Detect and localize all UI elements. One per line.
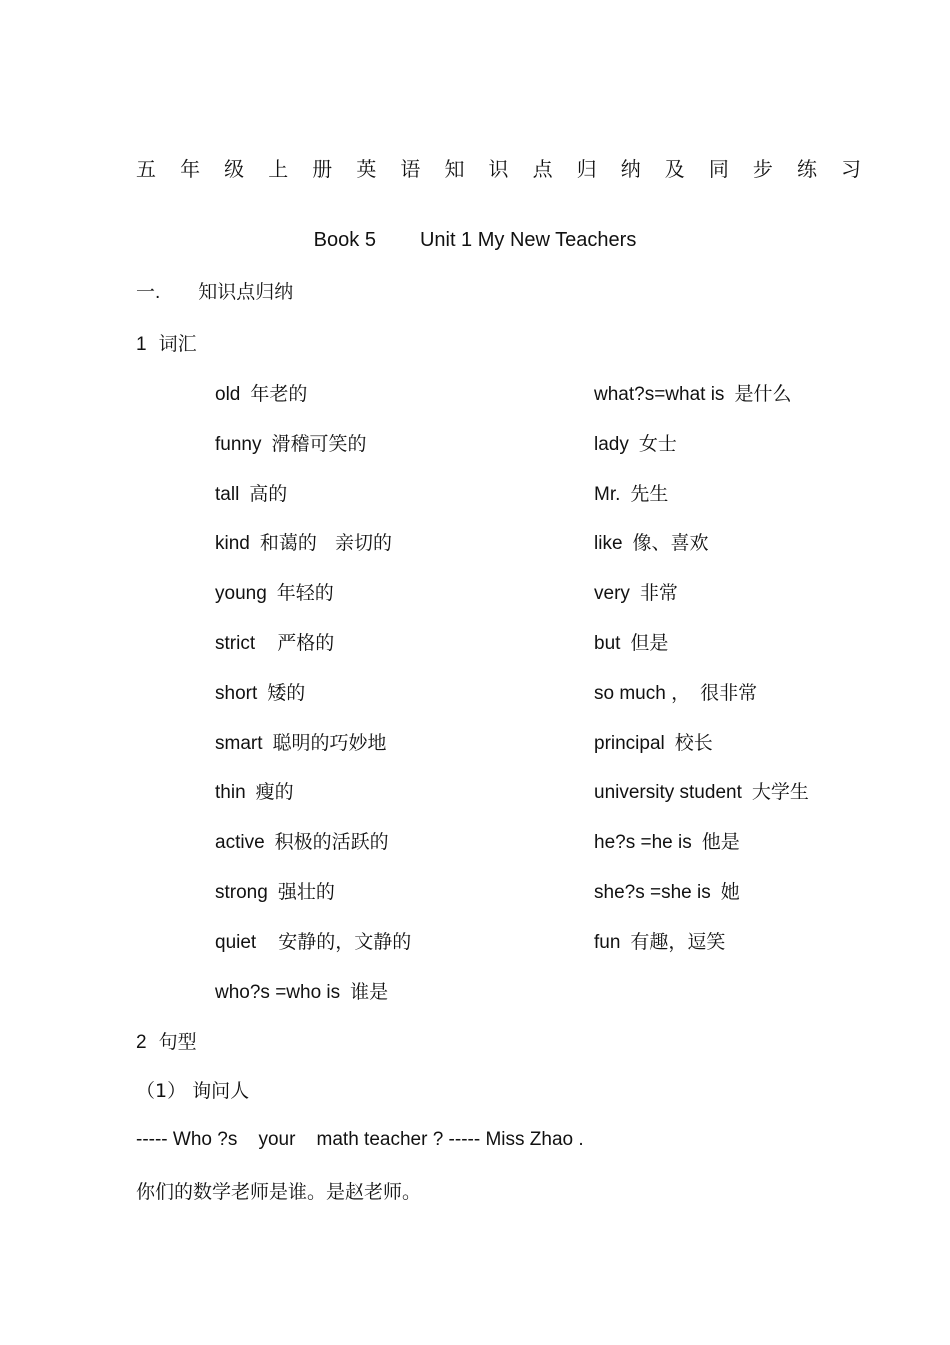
title-char: 步 [752, 157, 773, 181]
vocab-word: lady [594, 434, 629, 455]
vocab-word: university student [594, 782, 742, 803]
pattern-sentence [136, 1128, 584, 1151]
book-label: Book 5 [313, 229, 376, 251]
title-char: 语 [400, 157, 421, 181]
vocab-item [594, 429, 677, 456]
title-char: 上 [268, 157, 289, 181]
vocab-word: Mr. [594, 484, 621, 505]
title-char: 及 [664, 157, 685, 181]
vocab-word: who?s =who is [215, 982, 341, 1003]
vocab-item [594, 728, 713, 755]
vocab-meaning: 瘦的 [255, 781, 294, 803]
unit-label: Unit 1 My New Teachers [419, 229, 637, 251]
vocab-word: strong [215, 882, 268, 903]
section-number: 一. [136, 282, 161, 303]
title-char: 英 [356, 157, 377, 181]
vocab-word: like [594, 533, 623, 554]
vocab-meaning: 年老的 [250, 383, 308, 405]
vocab-meaning: 滑稽可笑的 [271, 433, 367, 455]
title-char: 识 [488, 157, 509, 181]
vocab-word: principal [594, 733, 665, 754]
vocab-item [215, 678, 305, 705]
vocab-meaning: 但是 [630, 632, 669, 654]
title-char: 点 [532, 157, 553, 181]
vocab-number: 1 [136, 334, 147, 355]
title-char: 同 [708, 157, 729, 181]
title-char: 级 [224, 157, 245, 181]
vocab-item [215, 728, 387, 755]
title-char: 五 [136, 157, 156, 181]
vocab-word: quiet [215, 932, 257, 953]
vocab-meaning: 他是 [701, 831, 740, 853]
vocab-word: kind [215, 533, 250, 554]
vocab-meaning: 有趣，逗笑 [630, 931, 726, 953]
vocab-meaning: 谁是 [350, 981, 389, 1003]
vocab-meaning: 是什么 [734, 383, 792, 405]
vocab-item [594, 927, 725, 954]
pattern-translation: 你们的数学老师是谁。是赵老师。 [136, 1181, 422, 1203]
unit-subtitle [0, 229, 950, 252]
title-char: 册 [312, 157, 333, 181]
vocab-word: thin [215, 782, 246, 803]
vocab-item [215, 429, 367, 456]
vocab-item [594, 578, 678, 605]
vocab-word: what?s=what is [594, 384, 725, 405]
pattern-heading [136, 1027, 197, 1054]
vocab-word: he?s =he is [594, 832, 692, 853]
vocab-word: tall [215, 484, 240, 505]
vocab-item [594, 777, 809, 804]
vocab-meaning: 和蔼的 亲切的 [259, 532, 392, 554]
vocab-item [215, 927, 411, 954]
vocab-item [215, 977, 388, 1004]
vocab-word: active [215, 832, 265, 853]
vocab-item [215, 528, 392, 555]
vocab-item [215, 578, 334, 605]
vocab-word: short [215, 683, 258, 704]
vocab-word: so much ， [594, 683, 691, 704]
vocab-item [215, 628, 334, 655]
title-char: 知 [444, 157, 465, 181]
vocab-item [594, 528, 709, 555]
vocab-meaning: 很非常 [700, 682, 758, 704]
pattern-label: 句型 [158, 1031, 197, 1053]
vocab-heading [136, 329, 197, 356]
page-title [136, 153, 861, 182]
vocab-meaning: 强壮的 [277, 881, 335, 903]
vocab-word: old [215, 384, 241, 405]
vocab-word: but [594, 633, 621, 654]
title-char: 练 [796, 157, 817, 181]
vocab-meaning: 聪明的巧妙地 [272, 732, 387, 754]
vocab-meaning: 非常 [639, 582, 678, 604]
vocab-item [215, 877, 335, 904]
title-char: 归 [576, 157, 597, 181]
vocab-word: fun [594, 932, 621, 953]
vocab-meaning: 先生 [630, 483, 669, 505]
vocab-word: smart [215, 733, 263, 754]
vocab-item [594, 628, 668, 655]
vocab-meaning: 年轻的 [276, 582, 334, 604]
vocab-item [594, 379, 791, 406]
title-char: 纳 [620, 157, 641, 181]
section-heading [136, 277, 293, 304]
vocab-meaning: 她 [720, 881, 740, 903]
vocab-meaning: 积极的活跃的 [274, 831, 389, 853]
vocab-word: young [215, 583, 267, 604]
vocab-label: 词汇 [158, 333, 197, 355]
vocab-item [215, 777, 294, 804]
pattern-number: 2 [136, 1032, 147, 1053]
vocab-meaning: 像、喜欢 [632, 532, 709, 554]
vocab-item [215, 479, 287, 506]
vocab-item [594, 877, 740, 904]
vocab-word: she?s =she is [594, 882, 711, 903]
vocab-meaning: 严格的 [265, 632, 335, 654]
vocab-word: funny [215, 434, 262, 455]
vocab-item [594, 678, 757, 705]
vocab-item [215, 379, 307, 406]
title-char: 年 [180, 157, 201, 181]
title-char: 习 [841, 157, 861, 181]
vocab-word: very [594, 583, 630, 604]
vocab-meaning: 大学生 [751, 781, 809, 803]
vocab-item [215, 827, 389, 854]
vocab-meaning: 校长 [674, 732, 713, 754]
vocab-item [594, 479, 668, 506]
vocab-meaning: 矮的 [267, 682, 306, 704]
vocab-meaning: 女士 [638, 433, 677, 455]
pattern-sentence-text: ----- Who ?s your math teacher ? ----- Miss Zhao . [136, 1129, 584, 1150]
vocab-meaning: 高的 [249, 483, 288, 505]
vocab-word: strict [215, 633, 256, 654]
vocab-item [594, 827, 740, 854]
vocab-meaning: 安静的，文静的 [266, 931, 412, 953]
pattern-subheading: （1） 询问人 [136, 1080, 250, 1102]
section-label: 知识点归纳 [198, 281, 294, 303]
